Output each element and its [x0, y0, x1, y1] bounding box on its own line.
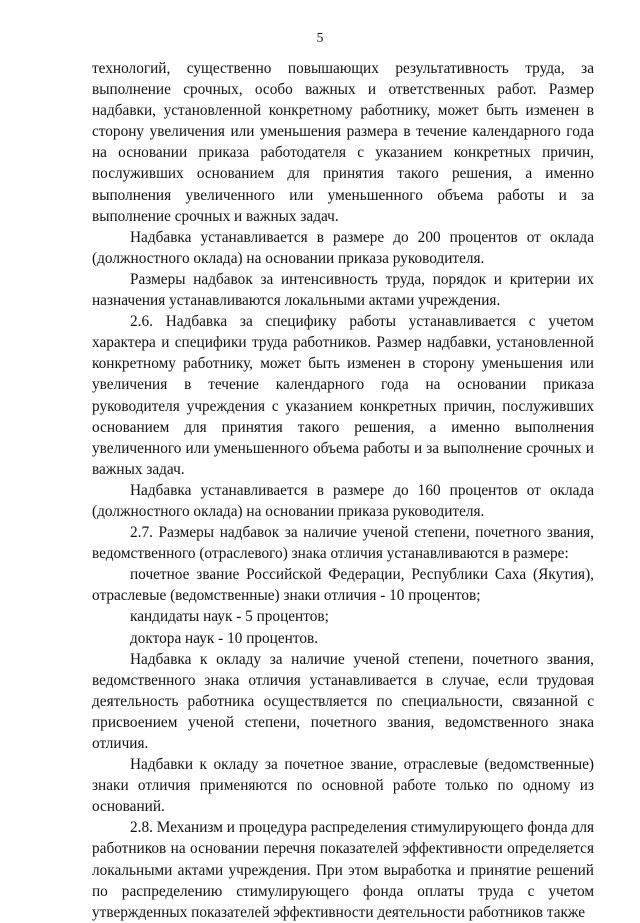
- paragraph-intensity-bonus: Размеры надбавок за интенсивность труда, порядок и критерии их назначения устанавливаются локальными актами учреждения.: [92, 270, 594, 310]
- paragraph-degree-bonus: Надбавка к окладу за наличие ученой степени, почетного звания, ведомственного знака отличия устанавливается в случае, если трудовая деятельность работника осуществляется по специальности, связанной с присвоением ученой степени, почетного звания, ведомственного знака отличия.: [92, 650, 594, 752]
- document-body: [92, 58, 594, 923]
- page-number: 5: [316, 30, 324, 45]
- paragraph-one-basis: Надбавки к окладу за почетное звание, отраслевые (ведомственные) знаки отличия применяются по основной работе только по одному из оснований.: [92, 756, 594, 816]
- list-item-candidates: кандидаты наук - 5 процентов;: [130, 608, 329, 626]
- paragraph-2-8: 2.8. Механизм и процедура распределения стимулирующего фонда для работников на основании перечня показателей эффективности определяется локальными актами учреждения. При этом выработка и принятие решений по распределению стимулирующего фонда оплаты труда с учетом утвержденных показателей эффективности деятельности работников также: [92, 819, 594, 921]
- paragraph-continuation: технологий, существенно повышающих результативность труда, за выполнение срочных, особо важных и ответственных работ. Размер надбавки, установленной конкретному работнику, может быть изменен в сторону увеличения или уменьшения размера в течение календарного года на основании приказа работодателя с указанием конкретных причин, послуживших основанием для принятия такого решения, а именно выполнения увеличенного или уменьшенного объема работы и за выполнение срочных и важных задач.: [92, 60, 594, 225]
- list-item-doctors: доктора наук - 10 процентов.: [130, 629, 319, 647]
- paragraph-2-6: 2.6. Надбавка за специфику работы устанавливается с учетом характера и специфики труда работников. Размер надбавки, установленной конкретному работнику, может быть изменен в сторону уменьшения или увеличения в течение календарного года на основании приказа руководителя учреждения с указанием конкретных причин, послуживших основанием для принятия такого решения, а именно выполнения увеличенного или уменьшенного объема работы и за выполнение срочных и важных задач.: [92, 313, 594, 478]
- paragraph-2-7: 2.7. Размеры надбавок за наличие ученой степени, почетного звания, ведомственного (отраслевого) знака отличия устанавливаются в размере:: [92, 524, 594, 563]
- paragraph-bonus-200: Надбавка устанавливается в размере до 200 процентов от оклада (должностного оклада) на основании приказа руководителя.: [92, 228, 594, 267]
- paragraph-bonus-160: Надбавка устанавливается в размере до 160 процентов от оклада (должностного оклада) на основании приказа руководителя.: [92, 481, 594, 520]
- list-item-honorary-title: почетное звание Российской Федерации, Республики Саха (Якутия), отраслевые (ведомственные) знаки отличия - 10 процентов;: [92, 566, 594, 605]
